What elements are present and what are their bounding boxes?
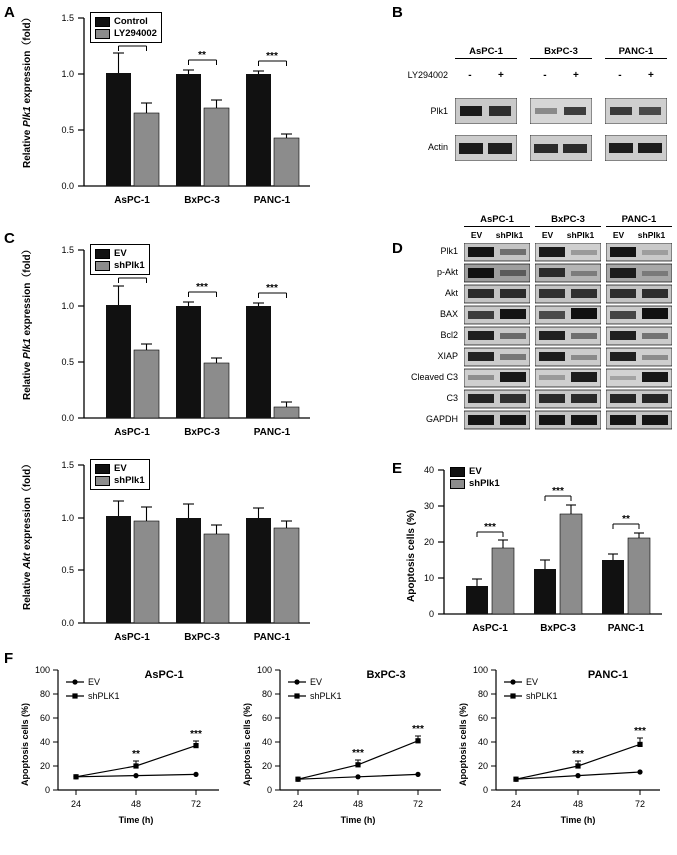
lane-minus: - [543,70,547,81]
panel-f1-sig-72: *** [190,729,202,740]
panel-a-cat-0: AsPC-1 [114,195,150,206]
lane-minus: - [468,70,472,81]
panel-d-row-label-akt: Akt [444,288,458,298]
panel-b-header-bxpc3: BxPC-3 [530,46,592,59]
panel-f1-ytick-0: 0 [44,785,50,795]
panel-d-lanes-aspc1 [464,230,530,240]
panel-f2-legend-shplk1: shPLK1 [310,691,342,701]
panel-c-top-ytick-0: 0.0 [61,413,74,423]
legend-item-shplk1 [450,478,500,489]
panel-a-ytick-3: 1.5 [61,13,74,23]
panel-f2-title: BxPC-3 [366,669,406,681]
panel-c-top-ylabel: Relative Plk1 expression（fold） [22,244,33,400]
panel-c-top-cat-1: BxPC-3 [184,427,220,438]
panel-f3-xtick-2: 72 [634,799,646,809]
panel-c-bottom-ylabel: Relative Akt expression（fold） [22,458,33,610]
panel-e-ytick-3: 30 [423,501,434,511]
legend-label-ly294002: LY294002 [114,28,157,39]
lane-plus: + [572,70,579,81]
panel-letter-e: E [392,460,403,477]
panel-f1-xtick-2: 72 [190,799,202,809]
panel-c-top-chart [10,240,340,450]
panel-e-ylabel: Apoptosis cells (%) [406,509,417,602]
panel-d-header-bxpc3: BxPC-3 [535,214,601,227]
panel-letter-f: F [4,650,14,667]
panel-f-chart-bxpc3 [236,660,454,850]
panel-letter-d: D [392,240,403,257]
panel-b-lanes-panc1 [605,70,667,81]
panel-f2-legend-ev: EV [310,677,323,687]
panel-d-lanes-bxpc3 [535,230,601,240]
panel-f1-ytick-3: 60 [39,713,50,723]
panel-a-sig-2: *** [266,51,278,62]
panel-f2-xlabel: Time (h) [340,815,376,825]
lane-plus: + [647,70,654,81]
panel-d-row-label-xiap: XIAP [437,351,458,361]
panel-b-lanes-aspc1 [455,70,517,81]
panel-b-row-label-plk1: Plk1 [430,106,448,116]
panel-f-chart-panc1 [452,660,674,850]
panel-a-ylabel: Relative Plk1 expression（fold） [22,12,33,168]
panel-f1-ylabel: Apoptosis cells (%) [20,702,30,786]
lane-ev: EV [612,230,625,240]
legend-item-shplk1 [95,475,145,486]
panel-f2-ytick-5: 100 [256,665,272,675]
panel-f3-sig-48: *** [572,749,584,760]
panel-d-row-label-pakt: p-Akt [436,267,458,277]
legend-label-shplk1: shPlk1 [469,478,500,489]
panel-e-cat-2: PANC-1 [607,623,645,634]
legend-item-ev [95,463,145,474]
panel-e-cat-1: BxPC-3 [540,623,576,634]
panel-b-header-aspc1: AsPC-1 [455,46,517,59]
panel-c-bottom-legend [90,459,150,490]
panel-f1-legend-ev: EV [88,677,101,687]
panel-c-top-ytick-1: 0.5 [61,357,74,367]
panel-c-top-sig-2: *** [266,283,278,294]
panel-b-blot-plk1-panc1 [605,98,667,124]
panel-d-header-panc1: PANC-1 [606,214,672,227]
lane-plus: + [497,70,504,81]
panel-a-cat-1: BxPC-3 [184,195,220,206]
panel-f3-ytick-1: 20 [477,761,488,771]
legend-label-control: Control [114,16,148,27]
panel-c-top-cat-0: AsPC-1 [114,427,150,438]
panel-e-cat-0: AsPC-1 [472,623,508,634]
panel-d-blot-column-bxpc3 [535,243,601,433]
panel-f3-ytick-0: 0 [482,785,488,795]
panel-e-sig-0: *** [484,522,496,533]
legend-swatch-ly294002 [95,29,110,39]
panel-a-chart [10,8,340,218]
panel-e-legend [450,465,500,490]
legend-item-control [95,16,157,27]
panel-f-chart-aspc1 [14,660,232,850]
legend-item-ev [450,466,500,477]
lane-shplk1: shPlk1 [637,230,666,240]
panel-f2-ytick-3: 60 [261,713,272,723]
legend-swatch-ev [450,467,465,477]
panel-f1-ytick-1: 20 [39,761,50,771]
panel-f3-sig-72: *** [634,726,646,737]
legend-label-shplk1: shPlk1 [114,475,145,486]
panel-a-ytick-0: 0.0 [61,181,74,191]
panel-b-blot-plk1-bxpc3 [530,98,592,124]
legend-swatch-control [95,17,110,27]
legend-item-ev [95,248,145,259]
panel-f2-sig-48: *** [352,748,364,759]
panel-f1-xtick-0: 24 [70,799,82,809]
panel-c-bottom-cat-1: BxPC-3 [184,632,220,643]
panel-e-sig-2: ** [622,514,630,525]
legend-label-shplk1: shPlk1 [114,260,145,271]
panel-c-bottom-ytick-2: 1.0 [61,513,74,523]
lane-shplk1: shPlk1 [495,230,524,240]
panel-f3-xlabel: Time (h) [560,815,596,825]
panel-b-blot-actin-bxpc3 [530,135,592,161]
panel-d-row-label-gapdh: GAPDH [425,414,458,424]
panel-f2-xtick-0: 24 [292,799,304,809]
panel-f3-ytick-5: 100 [472,665,488,675]
panel-f3-legend-ev: EV [526,677,539,687]
panel-b-blot-actin-panc1 [605,135,667,161]
legend-swatch-shplk1 [450,479,465,489]
panel-f2-xtick-2: 72 [412,799,424,809]
lane-shplk1: shPlk1 [566,230,595,240]
panel-e-ytick-1: 10 [423,573,434,583]
panel-f2-ylabel: Apoptosis cells (%) [242,702,252,786]
panel-c-bottom-cat-2: PANC-1 [253,632,291,643]
panel-c-top-legend [90,244,150,275]
panel-f2-sig-72: *** [412,724,424,735]
panel-d-header-aspc1: AsPC-1 [464,214,530,227]
panel-letter-b: B [392,4,403,21]
panel-d-lanes-panc1 [606,230,672,240]
panel-e-ytick-0: 0 [428,609,434,619]
lane-ev: EV [470,230,483,240]
legend-swatch-shplk1 [95,261,110,271]
panel-d-row-label-cleaved-c3: Cleaved C3 [410,372,458,382]
legend-item-shplk1 [95,260,145,271]
panel-b-blot-plk1-aspc1 [455,98,517,124]
panel-f3-title: PANC-1 [587,669,629,681]
panel-b-header-panc1: PANC-1 [605,46,667,59]
panel-f1-xtick-1: 48 [130,799,142,809]
panel-c-bottom-ytick-3: 1.5 [61,460,74,470]
panel-e-ytick-4: 40 [423,465,434,475]
legend-swatch-shplk1 [95,476,110,486]
panel-letter-a: A [4,4,15,21]
panel-d-row-label-bcl2: Bcl2 [440,330,458,340]
panel-c-bottom-chart [10,455,340,655]
panel-f2-ytick-4: 80 [261,689,272,699]
panel-f3-xtick-0: 24 [510,799,522,809]
panel-d-row-label-bax: BAX [439,309,458,319]
panel-b-blot-actin-aspc1 [455,135,517,161]
legend-label-ev: EV [114,248,127,259]
panel-c-top-cat-2: PANC-1 [253,427,291,438]
panel-letter-c: C [4,230,15,247]
panel-f1-xlabel: Time (h) [118,815,154,825]
panel-f2-xtick-1: 48 [352,799,364,809]
panel-f3-ytick-3: 60 [477,713,488,723]
panel-a-legend [90,12,162,43]
panel-d-blot-column-panc1 [606,243,672,433]
panel-e-ytick-2: 20 [423,537,434,547]
panel-b-row-label-actin: Actin [427,142,448,152]
lane-minus: - [618,70,622,81]
panel-f1-ytick-4: 80 [39,689,50,699]
panel-b-lanes-bxpc3 [530,70,592,81]
legend-label-ev: EV [114,463,127,474]
legend-swatch-ev [95,249,110,259]
panel-e-chart [400,462,672,652]
legend-label-ev: EV [469,466,482,477]
panel-f1-title: AsPC-1 [144,669,184,681]
panel-f3-ytick-4: 80 [477,689,488,699]
panel-c-top-ytick-2: 1.0 [61,301,74,311]
panel-a-ytick-2: 1.0 [61,69,74,79]
panel-a-sig-1: ** [198,50,206,61]
panel-a-ytick-1: 0.5 [61,125,74,135]
panel-f1-sig-48: ** [132,749,140,760]
panel-f3-ytick-2: 40 [477,737,488,747]
panel-f2-ytick-2: 40 [261,737,272,747]
panel-d-blot-column-aspc1 [464,243,530,433]
panel-d-row-label-c3: C3 [446,393,458,403]
panel-f1-ytick-5: 100 [34,665,50,675]
panel-f1-legend-shplk1: shPLK1 [88,691,120,701]
lane-ev: EV [541,230,554,240]
panel-b-treatment-label: LY294002 [407,70,448,80]
panel-f3-ylabel: Apoptosis cells (%) [458,702,468,786]
panel-c-bottom-ytick-1: 0.5 [61,565,74,575]
panel-c-bottom-ytick-0: 0.0 [61,618,74,628]
panel-c-bottom-cat-0: AsPC-1 [114,632,150,643]
panel-a-cat-2: PANC-1 [253,195,291,206]
panel-c-top-sig-1: *** [196,282,208,293]
panel-d-row-label-plk1: Plk1 [440,246,458,256]
legend-swatch-ev [95,464,110,474]
panel-f2-ytick-1: 20 [261,761,272,771]
panel-f1-ytick-2: 40 [39,737,50,747]
panel-f2-ytick-0: 0 [266,785,272,795]
legend-item-ly294002 [95,28,157,39]
panel-f3-legend-shplk1: shPLK1 [526,691,558,701]
panel-c-top-ytick-3: 1.5 [61,245,74,255]
panel-e-sig-1: *** [552,486,564,497]
panel-f3-xtick-1: 48 [572,799,584,809]
